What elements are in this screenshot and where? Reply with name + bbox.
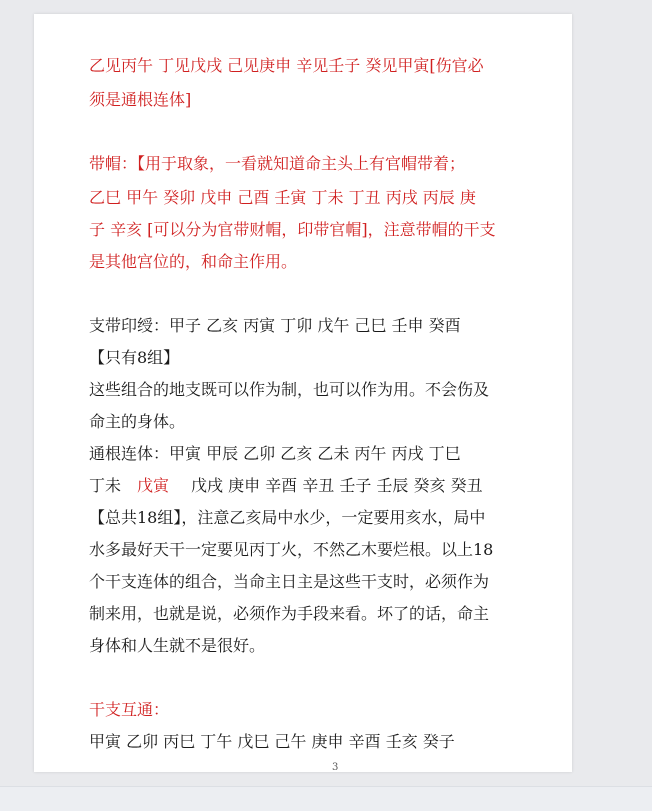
text-line-18: 干支互通： [89, 700, 170, 719]
text-line-1: 乙见丙午 丁见戊戌 己见庚申 辛见壬子 癸见甲寅[伤官必 [89, 56, 484, 75]
text-line-16: 制来用，也就是说，必须作为手段来看。坏了的话，命主 [89, 604, 490, 623]
text-line-13: 【总共18组】，注意乙亥局中水少，一定要用亥水，局中 [89, 508, 486, 527]
text-line-4: 乙巳 甲午 癸卯 戊申 己酉 壬寅 丁未 丁丑 丙戌 丙辰 庚 [89, 188, 476, 207]
text-line-19: 甲寅 乙卯 丙巳 丁午 戊巳 己午 庚申 辛酉 壬亥 癸子 [89, 732, 455, 751]
page-number: 3 [332, 762, 339, 773]
text-line-17: 身体和人生就不是很好。 [89, 636, 266, 655]
text-line-10: 命主的身体。 [89, 412, 186, 431]
text-line-11: 通根连体：甲寅 甲辰 乙卯 乙亥 乙未 丙午 丙戌 丁巳 [89, 444, 461, 463]
text-line-14: 水多最好天干一定要见丙丁火，不然乙木要烂根。以上18 [89, 540, 494, 559]
text-line-6: 是其他宫位的，和命主作用。 [89, 252, 298, 271]
viewer-bottom-bar [0, 786, 652, 811]
text-line-7: 支带印绶：甲子 乙亥 丙寅 丁卯 戊午 己巳 壬申 癸酉 [89, 316, 461, 335]
text-line-8: 【只有8组】 [89, 348, 180, 367]
text-line-2: 须是通根连体] [89, 90, 192, 109]
text-line-12-rest: 戊戌 庚申 辛酉 辛丑 壬子 壬辰 癸亥 癸丑 [191, 476, 483, 495]
document-page [34, 14, 572, 772]
text-line-5: 子 辛亥 [可以分为官带财帽，印带官帽]，注意带帽的干支 [89, 220, 496, 239]
text-highlight-wuyin: 戊寅 [137, 476, 170, 495]
text-line-9: 这些组合的地支既可以作为制，也可以作为用。不会伤及 [89, 380, 490, 399]
text-line-15: 个干支连体的组合，当命主日主是这些干支时，必须作为 [89, 572, 490, 591]
text-line-12: 丁未 [89, 476, 122, 495]
text-line-3: 带帽：【用于取象，一看就知道命主头上有官帽带着； [89, 154, 466, 173]
